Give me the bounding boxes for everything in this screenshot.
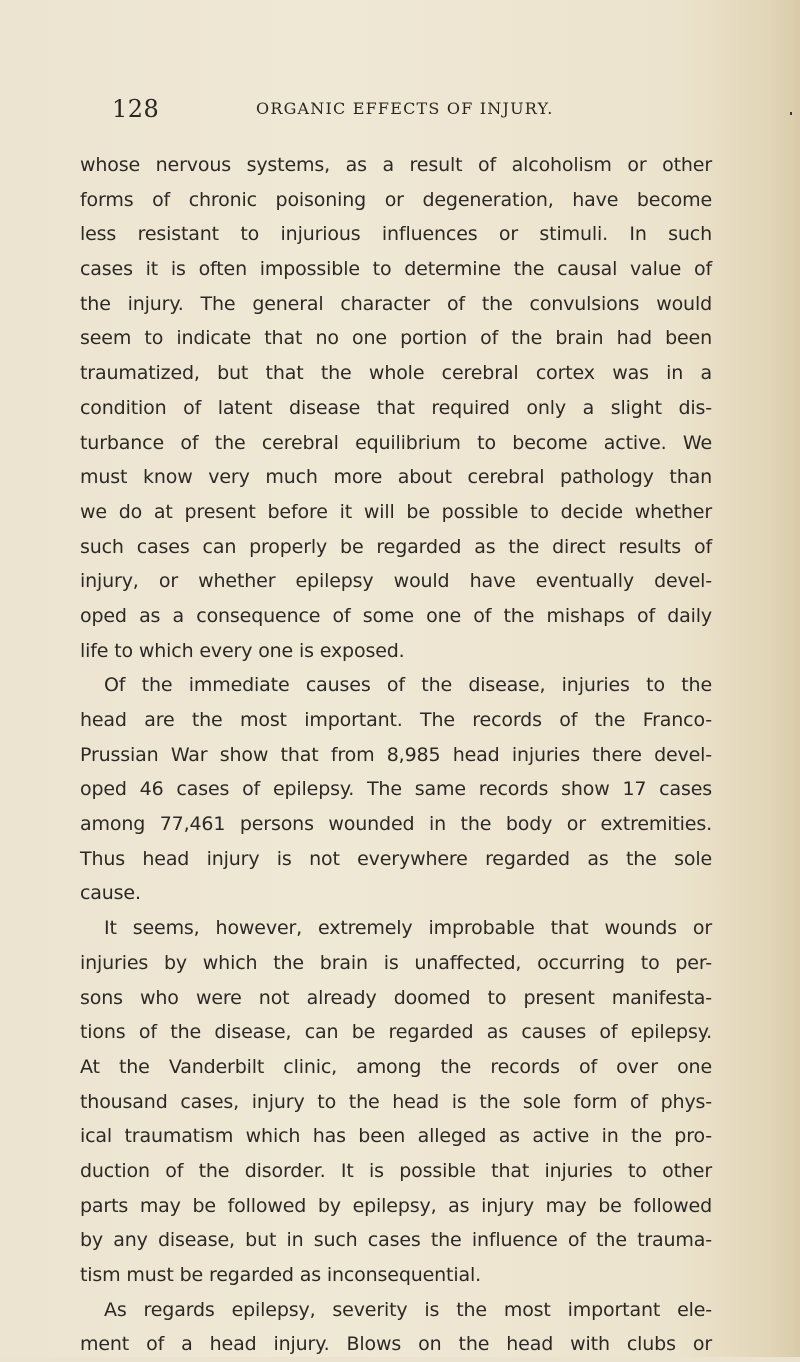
paragraph-start: It seems, however, extremely improbable that wounds or [104, 917, 712, 940]
text-line: oped as a consequence of some one of the mishaps of daily [80, 604, 712, 627]
text-line: less resistant to injurious influences or stimuli. In such [80, 223, 712, 246]
text-line: life to which every one is exposed. [80, 639, 405, 662]
text-line: head are the most important. The records of the Franco- [80, 709, 712, 731]
text-line: must know very much more about cerebral pathology than [80, 466, 712, 489]
body-text [80, 148, 712, 1362]
text-line: ment of a head injury. Blows on the head with clubs or [80, 1333, 712, 1356]
text-line: At the Vanderbilt clinic, among the records of over one [80, 1055, 712, 1078]
paragraph-start: As regards epilepsy, severity is the most important ele- [104, 1298, 712, 1321]
text-line: such cases can properly be regarded as the direct results of [80, 535, 712, 558]
text-line: condition of latent disease that required only a slight dis- [80, 396, 712, 419]
text-line: by any disease, but in such cases the influence of the trauma- [80, 1229, 712, 1252]
text-line: injury, or whether epilepsy would have eventually devel- [80, 570, 712, 593]
paragraph-start: Of the immediate causes of the disease, injuries to the [104, 674, 712, 697]
text-line: seem to indicate that no one portion of the brain had been [80, 327, 712, 350]
text-line: among 77,461 persons wounded in the body or extremities. [80, 813, 712, 836]
text-line: injuries by which the brain is unaffected, occurring to per- [80, 951, 712, 974]
text-line: the injury. The general character of the convulsions would [80, 292, 712, 315]
text-line: parts may be followed by epilepsy, as injury may be followed [80, 1194, 712, 1217]
chapter-title: ORGANIC EFFECTS OF INJURY. [256, 99, 554, 118]
text-line: ical traumatism which has been alleged as active in the pro- [80, 1125, 712, 1148]
text-line: tions of the disease, can be regarded as causes of epilepsy. [80, 1021, 712, 1044]
text-line: Prussian War show that from 8,985 head injuries there devel- [80, 743, 712, 766]
text-line: we do at present before it will be possible to decide whether [80, 500, 712, 523]
text-line: Thus head injury is not everywhere regarded as the sole [80, 847, 712, 870]
page-number: 128 [112, 95, 160, 123]
text-line: sons who were not already doomed to present manifesta- [80, 986, 712, 1009]
text-line: thousand cases, injury to the head is the sole form of phys- [80, 1090, 712, 1113]
text-line: whose nervous systems, as a result of alcoholism or other [80, 154, 712, 176]
text-line: forms of chronic poisoning or degeneration, have become [80, 188, 712, 211]
margin-mark [790, 112, 792, 115]
text-line: traumatized, but that the whole cerebral cortex was in a [80, 362, 712, 385]
text-line: cause. [80, 882, 141, 905]
text-line: tism must be regarded as inconsequential. [80, 1264, 481, 1286]
text-line: duction of the disorder. It is possible that injuries to other [80, 1159, 712, 1182]
text-line: cases it is often impossible to determine the causal value of [80, 258, 712, 281]
text-line: turbance of the cerebral equilibrium to become active. We [80, 431, 712, 454]
running-head [112, 95, 712, 125]
text-line: oped 46 cases of epilepsy. The same records show 17 cases [80, 778, 712, 801]
